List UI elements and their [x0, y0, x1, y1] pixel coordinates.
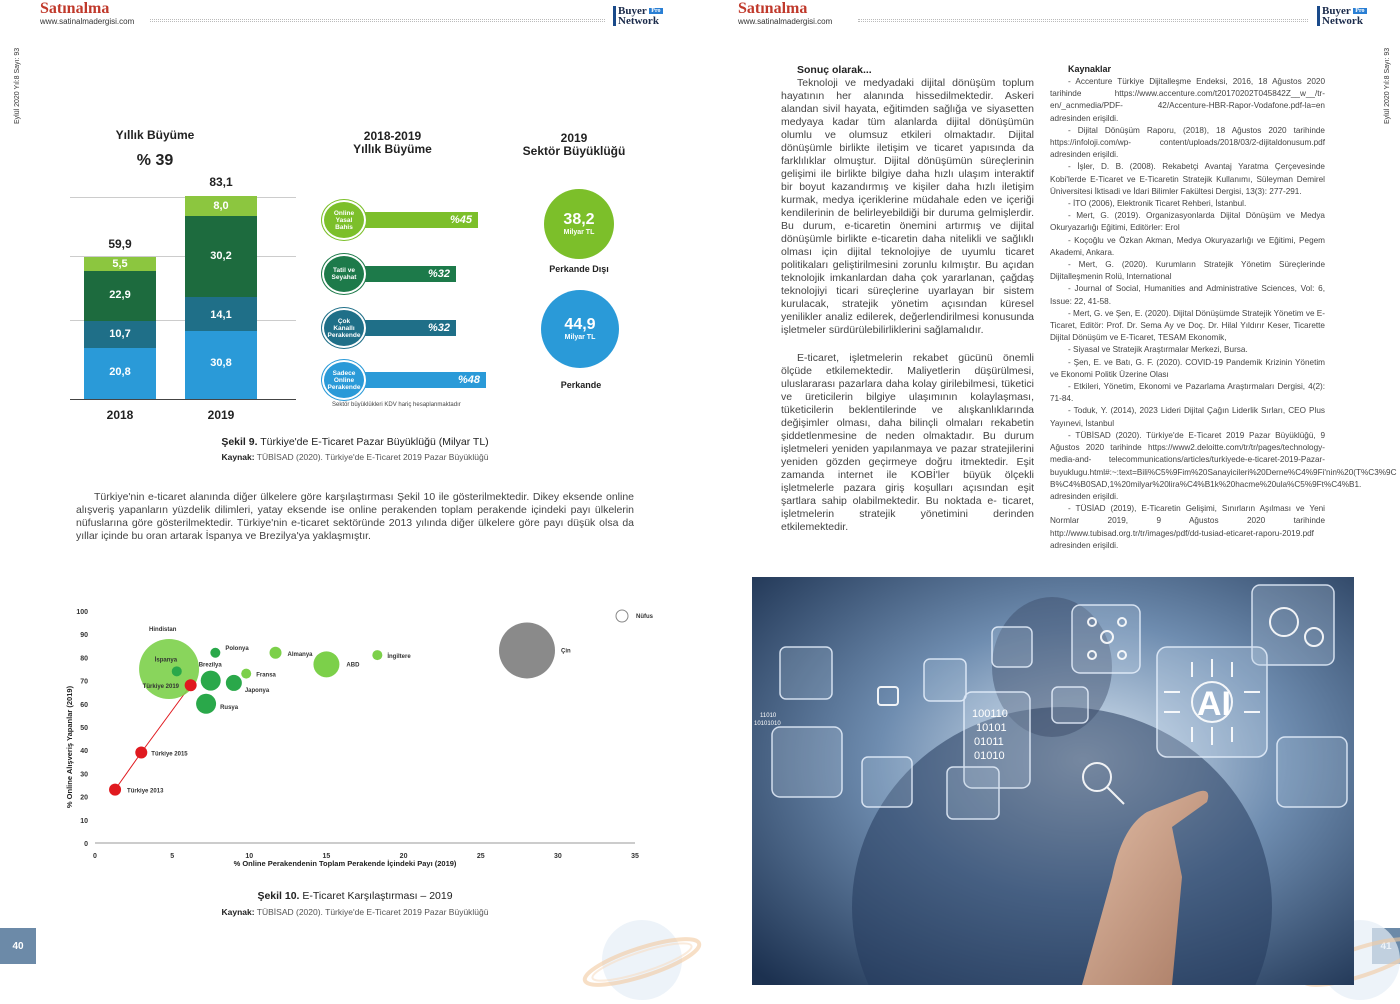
sector-title — [514, 132, 634, 158]
scatter-point — [135, 747, 147, 759]
annual-title-line: 2018-2019 — [363, 129, 422, 143]
bar-2018 — [84, 257, 156, 399]
channel-note: Sektör büyüklükleri KDV hariç hesaplanmaktadır — [332, 402, 461, 408]
y-axis-label: % Online Alışveriş Yapanlar (2019) — [65, 685, 74, 809]
channel-label-circle — [322, 308, 366, 348]
point-label: Japonya — [244, 687, 270, 694]
bar-value: 14,1 — [210, 309, 232, 321]
scatter-point — [196, 694, 216, 714]
pro-badge: Pro — [651, 8, 661, 14]
bar-year-2019: 2019 — [207, 408, 235, 422]
legend-marker — [616, 610, 628, 622]
point-label: Brezilya — [198, 662, 222, 669]
point-label: Almanya — [287, 651, 313, 658]
bar-total-2019: 83,1 — [209, 175, 233, 189]
bar-total-2018: 59,9 — [108, 237, 132, 251]
legend-label: Nüfus — [636, 614, 653, 620]
svg-text:100110: 100110 — [972, 708, 1008, 720]
x-tick-label: 20 — [399, 853, 408, 860]
caption-text: E-Ticaret Karşılaştırması – 2019 — [299, 890, 453, 902]
channel-label: Tatil ve Seyahat — [331, 267, 357, 281]
ecommerce-scatter-chart — [60, 598, 660, 870]
issue-sidebar-left: Eylül 2020 Yıl:8 Sayı: 93 — [14, 47, 21, 124]
reference-item: - Toduk, Y. (2014), 2023 Lideri Dijital Çağın Liderlik Sırları, CEO Plus Yayınevi, İstanbul — [1050, 406, 1325, 428]
point-label: Rusya — [220, 704, 239, 711]
channel-label: Online Yasal Bahis — [333, 209, 355, 231]
point-label: İspanya — [154, 657, 178, 664]
network-text: Network — [1322, 15, 1363, 27]
chip-text: 10101010 — [754, 721, 781, 727]
chip-text: 11010 — [760, 713, 777, 719]
x-tick-label: 30 — [553, 853, 562, 860]
channel-label-circle — [322, 254, 366, 294]
bar-segment — [185, 331, 257, 399]
scatter-point — [109, 784, 121, 796]
growth-percent: % 39 — [136, 152, 174, 169]
conclusion-paragraph-1: Teknoloji ve medyadaki dijital dönüşüm toplum hayatının her alanında hissedilmektedir. Askeri alandan sivil hayata, eğitimden sağlığa ve siyasetten medyaya kadar tüm alanlarda dijital dönüşümün olumlu ve olumsuz etkileri olmaktadır. Dijital dönüşümle birlikte iletişim ve ticaret yapısında da farklılıklar olmuştur. Dijital dönüşümün süreçlerinin gelişimi ile birlikte bilgiye daha hızlı ulaşım interaktif bir boyut kazandırmış ve kişiler daha hızlı iletişim kurmak, medya içeriklerine müdahale eden ve içeriği kendilerinin de belirleyebildiği bir duruma gelmişlerdir. Bu durum, e-ticaretin önemini artırmış ve dijital dönüşümle birlikte e-ticaretin daha nitelikli ve sağlıklı olması için dijital teknolojiye de uyumlu ticaret politikaları geliştirilmesini zorunlu kılmıştır. Bu açıdan teknolojik imkanlardan daha çok yararlanan, çağdaş teknolojiyi ticari süreçlerine uyarlayan bir sistem kurulacak, stratejik yönetim açısından küresel yenilikler analiz edilerek, değerlendirilmesi konusunda işletmeler sürdürülebilirliklerini sağlamalıdır. — [781, 77, 1034, 336]
annual-growth-title — [330, 130, 455, 156]
website-link[interactable]: www.satinalmadergisi.com — [40, 17, 135, 26]
source-text: TÜBİSAD (2020). Türkiye'de E-Ticaret 2019 Pazar Büyüklüğü — [254, 907, 489, 917]
reference-item: - Koçoğlu ve Özkan Akman, Medya Okuryazarlığı ve Eğitimi, Pegem Akademi, Ankara. — [1050, 235, 1325, 257]
ai-technology-photo — [752, 577, 1354, 985]
planet-decoration — [580, 900, 710, 1004]
grid-line — [70, 197, 296, 198]
point-label: Hindistan — [149, 627, 177, 633]
y-tick-label: 70 — [80, 678, 88, 686]
network-text: Network — [618, 15, 659, 27]
y-tick-label: 20 — [80, 794, 88, 802]
bar-value: 20,8 — [109, 366, 131, 378]
source-text: TÜBİSAD (2020). Türkiye'de E-Ticaret 2019 Pazar Büyüklüğü — [254, 452, 489, 462]
reference-item: - İşler, D. B. (2008). Rekabetçi Avantaj Yaratma Çerçevesinde Kobi'lerde E-Ticaret ve E-Ticaretin Stratejik Kullanımı, Süleyman Demirel Üniversitesi İktisadi ve İdari Bilimler Fakültesi Dergisi, 13(3): 277-291. — [1050, 162, 1325, 196]
bar-segment — [84, 271, 156, 321]
figure9-source — [120, 452, 590, 462]
x-axis-label: % Online Perakendenin Toplam Perakende İçindeki Payı (2019) — [233, 859, 457, 868]
x-tick-label: 0 — [93, 853, 97, 860]
caption-label: Şekil 9. — [221, 436, 258, 448]
channel-label-circle — [322, 360, 366, 400]
conclusion-heading: Sonuç olarak... — [797, 64, 872, 76]
point-label: Türkiye 2015 — [151, 751, 188, 758]
x-tick-label: 25 — [476, 853, 485, 860]
caption-label: Şekil 10. — [257, 890, 300, 902]
reference-item: - Journal of Social, Humanities and Administrative Sciences, Vol: 6, Issue: 22, 41-58. — [1050, 284, 1325, 306]
bubble-value: 44,9 — [564, 316, 596, 333]
header-divider — [150, 19, 605, 22]
channel-growth-list — [322, 196, 482, 396]
bubble-label: Perkande Dışı — [549, 264, 609, 274]
sector-bubble-retail — [541, 290, 619, 368]
buyer-text: Buyer — [618, 5, 647, 17]
page-number-left: 40 — [0, 928, 36, 964]
scatter-point — [201, 671, 221, 691]
bar-value: 22,9 — [109, 289, 131, 301]
point-label: Polonya — [225, 645, 249, 652]
reference-item: - Siyasal ve Stratejik Araştırmalar Merkezi, Bursa. — [1068, 345, 1248, 355]
x-tick-label: 15 — [322, 853, 331, 860]
scatter-point — [270, 647, 282, 659]
body-paragraph: Türkiye'nin e-ticaret alanında diğer ülkelere göre karşılaştırması Şekil 10 ile gösterilmektedir. Dikey eksende online alışveriş yapanların yüzdelik dilimleri, yatay eksende ise online perakenden toplam perakende içindeki payı ülkelerin nüfuslarına göre gösterilmektedir. Türkiye'nin e-ticaret sektöründe 2013 yılında diğer ülkelere göre payı düşük olsa da yıllar içinde bu oran artarak İspanya ve Brezilya'ya yaklaşmıştır. — [76, 491, 634, 542]
buyer-network-logo — [613, 6, 663, 26]
scatter-point — [185, 679, 197, 691]
figure10-source — [120, 907, 590, 917]
scatter-point — [372, 650, 382, 660]
reference-item: - Accenture Türkiye Dijitalleşme Endeksi, 2016, 18 Ağustos 2020 tarihinde https://www.accenture.com/t20170202T045842Z__w__/tr-en/_acnmedia/PDF- 42/Accenture-HBR-Rapor-Vodafone.pdf-la=en adresinden erişildi. — [1050, 77, 1325, 123]
ai-label: AI — [1197, 685, 1231, 723]
annual-title-line: Yıllık Büyüme — [353, 142, 432, 156]
point-label: Fransa — [256, 672, 276, 679]
caption-text: Türkiye'de E-Ticaret Pazar Büyüklüğü (Milyar TL) — [257, 436, 489, 448]
turkiye-trend-line — [115, 685, 191, 789]
reference-item: - Mert, G. (2020). Kurumların Stratejik Yönetim Süreçlerinde Dijitalleşmenin Rolü, International — [1050, 260, 1325, 282]
growth-title: Yıllık Büyüme — [115, 128, 195, 142]
y-tick-label: 0 — [84, 841, 88, 848]
channel-label: Sadece Online Perakende — [327, 369, 361, 391]
reference-item: - TÜSİAD (2019), E-Ticaretin Gelişimi, Sınırların Aşılması ve Yeni Normlar 2019, 9 Ağustos 2020 tarihinde http://www.tubisad.org.tr/tr/images/pdf/dd-tusiad-eticaret-raporu-2019.pdf adresinden erişildi. — [1050, 504, 1325, 550]
bar-segment — [84, 348, 156, 399]
y-tick-label: 80 — [80, 655, 88, 663]
svg-text:10101: 10101 — [976, 722, 1007, 734]
figure9-caption — [120, 436, 590, 448]
buyer-text: Buyer — [1322, 5, 1351, 17]
buyer-network-logo-right — [1317, 6, 1367, 26]
bar-baseline — [70, 399, 296, 400]
x-tick-label: 35 — [631, 853, 639, 860]
header-divider-right — [858, 19, 1308, 22]
source-label: Kaynak: — [221, 907, 255, 917]
channel-growth-row — [322, 254, 482, 294]
channel-growth-value: %48 — [457, 374, 480, 386]
y-tick-label: 40 — [80, 748, 88, 756]
channel-growth-value: %45 — [449, 214, 472, 226]
reference-item: - Şen, E. ve Batı, G. F. (2020). COVID-19 Pandemik Krizinin Yönetim ve Ekonomi Politik Üzerine Olası — [1050, 357, 1325, 379]
channel-growth-row — [322, 200, 482, 240]
x-tick-label: 5 — [170, 853, 175, 860]
website-link-right[interactable]: www.satinalmadergisi.com — [738, 17, 833, 26]
y-tick-label: 50 — [80, 725, 88, 732]
sector-bubble-nonretail — [544, 189, 614, 259]
scatter-point — [313, 651, 339, 677]
channel-growth-value: %32 — [427, 322, 450, 334]
reference-item: - Dijital Dönüşüm Raporu, (2018), 18 Ağustos 2020 tarihinde https://infoloji.com/wp- content/uploads/2018/03/2-dijitaldonusum.pdf adresinden erişildi. — [1050, 125, 1325, 160]
scatter-point — [172, 666, 182, 676]
y-tick-label: 10 — [80, 817, 88, 825]
bar-year-2018: 2018 — [106, 408, 134, 422]
point-label: Türkiye 2013 — [127, 788, 164, 795]
point-label: Çin — [561, 648, 571, 655]
bar-segment — [84, 257, 156, 271]
channel-growth-row — [322, 360, 482, 400]
bubble-unit: Milyar TL — [564, 334, 596, 341]
bar-value: 30,8 — [210, 357, 232, 369]
bar-segment — [84, 321, 156, 348]
y-tick-label: 30 — [80, 771, 88, 779]
channel-growth-row — [322, 308, 482, 348]
reference-item: - Etkileri, Yönetim, Ekonomi ve Pazarlama Araştırmaları Dergisi, 4(2): 71-84. — [1050, 382, 1325, 404]
issue-sidebar-right: Eylül 2020 Yıl:8 Sayı: 93 — [1384, 47, 1391, 124]
brand-logo-right: Satınalma — [738, 0, 808, 17]
references-heading: Kaynaklar — [1068, 64, 1112, 74]
scatter-point — [210, 648, 220, 658]
scatter-point — [499, 622, 555, 678]
point-label: İngiltere — [387, 654, 411, 661]
channel-label-circle — [322, 200, 366, 240]
bubble-value: 38,2 — [563, 211, 595, 228]
figure10-caption — [120, 890, 590, 902]
bubble-label: Perkande — [560, 380, 602, 390]
reference-item: - Mert, G. ve Şen, E. (2020). Dijital Dönüşümde Stratejik Yönetim ve E-Ticaret, Editör: Prof. Dr. Sema Ay ve Doç. Dr. Hilal Yıldırır Keser, Ticarette Dijital Dönüşüm ve E-Ticaret, TESAM Ekonomik, — [1050, 308, 1325, 343]
scatter-point — [226, 675, 242, 691]
x-tick-label: 10 — [245, 853, 254, 860]
pro-badge: Pro — [1355, 8, 1365, 14]
scatter-point — [241, 669, 251, 679]
bar-value: 8,0 — [213, 200, 229, 212]
y-tick-label: 90 — [80, 632, 88, 640]
y-tick-label: 60 — [80, 701, 88, 709]
bar-value: 10,7 — [109, 328, 131, 340]
sector-title-line: 2019 — [560, 131, 588, 145]
bar-value: 30,2 — [210, 250, 232, 262]
bar-segment — [185, 216, 257, 297]
sector-title-line: Sektör Büyüklüğü — [522, 144, 626, 158]
reference-item: - Mert, G. (2019). Organizasyonlarda Dijital Dönüşüm ve Medya Okuryazarlığı Eğitimi, Editörler: Erol — [1050, 211, 1325, 233]
bubble-unit: Milyar TL — [563, 229, 595, 236]
bar-segment — [185, 297, 257, 331]
svg-text:01011: 01011 — [974, 736, 1004, 748]
y-tick-label: 100 — [76, 609, 88, 616]
reference-item: - TÜBİSAD (2020). Türkiye'de E-Ticaret 2019 Pazar Büyüklüğü, 9 Ağustos 2020 tarihinde https://www2.deloitte.com/tr/tr/pages/technology-media-and- telecommunications/articles/turkiyede-e-ticaret-2019-Pazar- buyuklugu.html#:~:text=Bili%C5%9Fim%20Sanayicileri%20Derne%C4%9Fi'nin%20(T%C3%9C B%C4%B0SAD,1%20milyar%20lira%C4%B1k%20hacme%20ula%C5%9Ft%C4%B1. adresinden erişildi. — [1050, 430, 1397, 501]
bar-value: 5,5 — [112, 258, 128, 270]
channel-label: Çok Kanallı Perakende — [327, 317, 361, 339]
brand-logo: Satınalma — [40, 0, 110, 17]
point-label: Türkiye 2019 — [142, 684, 180, 691]
bar-2019 — [185, 196, 257, 399]
channel-growth-value: %32 — [427, 268, 450, 280]
point-label: ABD — [346, 662, 360, 669]
svg-text:01010: 01010 — [974, 750, 1005, 762]
conclusion-paragraph-2: E-ticaret, işletmelerin rekabet gücünü önemli ölçüde etkilemektedir. Maliyetlerin düşürülmesi, uluslararası pazarlara daha kolay girilebilmesi, tüketici ve üreticilerin bilgiye ulaşımının kolaylaşması, tüketicilerin beklentilerinde ve alışkanlıklarında değişimler olması, daha bilinçli olmaları rekabetin şiddetlenmesine de neden olmaktadır. Bu durum işletmeleri yeniden yapılanmaya ve pazar stratejilerini yeniden gözden geçirmeye doğru itmektedir. Eşit zamanda internet ile KOBİ'ler büyük ölçekli işletmelerle pazara giriş koşulları açısından eşit şartlara sahip olabilmektedir. Bu noktada e- ticaret, işletmelerin stratejik yönetimini derinden etkilemektedir. — [781, 352, 1034, 533]
source-label: Kaynak: — [221, 452, 255, 462]
bar-segment — [185, 196, 257, 216]
reference-item: - İTO (2006), Elektronik Ticaret Rehberi, İstanbul. — [1068, 199, 1247, 209]
